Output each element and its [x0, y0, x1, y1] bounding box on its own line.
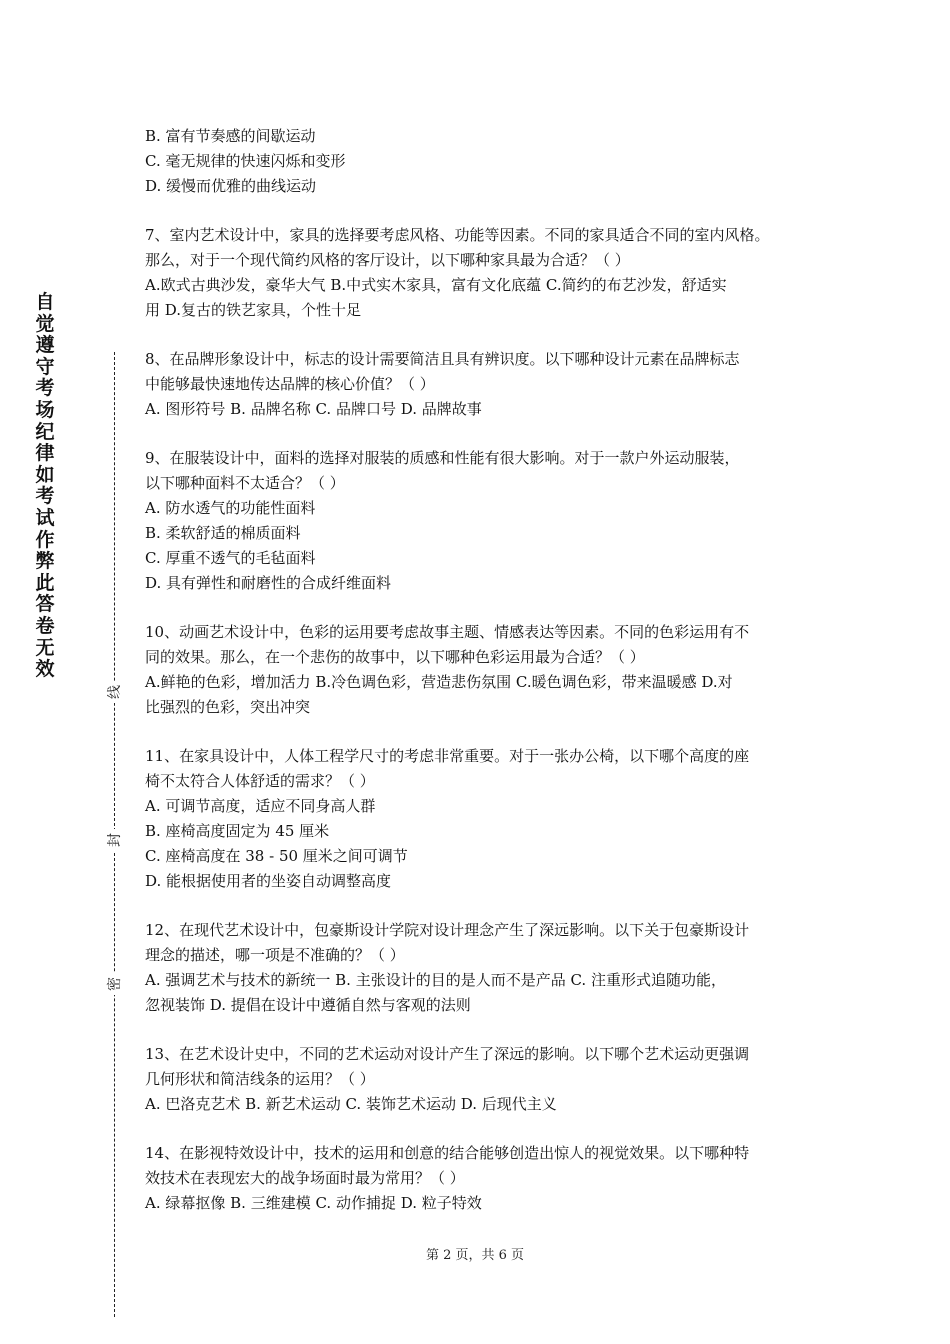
- question-block: [145, 446, 835, 596]
- question-line: 忽视装饰 D. 提倡在设计中遵循自然与客观的法则: [145, 996, 471, 1014]
- binding-mark-close: 密: [103, 973, 127, 995]
- block-gap: [145, 1117, 835, 1141]
- question-line: 中能够最快速地传达品牌的核心价值？（ ）: [145, 375, 435, 393]
- question-line: 用 D.复古的铁艺家具，个性十足: [145, 301, 362, 319]
- question-line: 9、在服装设计中，面料的选择对服装的质感和性能有很大影响。对于一款户外运动服装，: [145, 449, 740, 467]
- question-line: 几何形状和简洁线条的运用？（ ）: [145, 1070, 375, 1088]
- question-block: [145, 744, 835, 894]
- exam-questions: [145, 124, 835, 1216]
- question-line: B. 富有节奏感的间歇运动: [145, 127, 316, 145]
- question-line: 11、在家具设计中，人体工程学尺寸的考虑非常重要。对于一张办公椅，以下哪个高度的座: [145, 747, 750, 765]
- question-line: D. 缓慢而优雅的曲线运动: [145, 177, 317, 195]
- question-line: B. 座椅高度固定为 45 厘米: [145, 822, 330, 840]
- question-line: 同的效果。那么，在一个悲伤的故事中，以下哪种色彩运用最为合适？（ ）: [145, 648, 645, 666]
- question-line: 效技术在表现宏大的战争场面时最为常用？（ ）: [145, 1169, 465, 1187]
- question-block: [145, 347, 835, 422]
- binding-mark-line: 线: [103, 681, 127, 703]
- question-line: 椅不太符合人体舒适的需求？（ ）: [145, 772, 375, 790]
- block-gap: [145, 323, 835, 347]
- question-block: [145, 1042, 835, 1117]
- question-block: [145, 918, 835, 1018]
- question-line: 8、在品牌形象设计中，标志的设计需要简洁且具有辨识度。以下哪种设计元素在品牌标志: [145, 350, 740, 368]
- question-line: A. 绿幕抠像 B. 三维建模 C. 动作捕捉 D. 粒子特效: [145, 1194, 482, 1212]
- block-gap: [145, 199, 835, 223]
- block-gap: [145, 422, 835, 446]
- question-line: 比强烈的色彩，突出冲突: [145, 698, 311, 716]
- question-block: [145, 1141, 835, 1216]
- question-line: A. 可调节高度，适应不同身高人群: [145, 797, 376, 815]
- block-gap: [145, 1018, 835, 1042]
- question-line: 以下哪种面料不太适合？（ ）: [145, 474, 345, 492]
- question-line: A. 巴洛克艺术 B. 新艺术运动 C. 装饰艺术运动 D. 后现代主义: [145, 1095, 557, 1113]
- question-line: A.鲜艳的色彩，增加活力 B.冷色调色彩，营造悲伤氛围 C.暖色调色彩，带来温暖感 D.对: [145, 673, 733, 691]
- question-block: [145, 223, 835, 323]
- question-line: D. 具有弹性和耐磨性的合成纤维面料: [145, 574, 392, 592]
- question-line: 10、动画艺术设计中，色彩的运用要考虑故事主题、情感表达等因素。不同的色彩运用有不: [145, 623, 750, 641]
- question-line: 12、在现代艺术设计中，包豪斯设计学院对设计理念产生了深远影响。以下关于包豪斯设计: [145, 921, 750, 939]
- question-line: 理念的描述，哪一项是不准确的？（ ）: [145, 946, 405, 964]
- question-line: B. 柔软舒适的棉质面料: [145, 524, 301, 542]
- question-6-options: [145, 124, 835, 199]
- binding-notice: 自觉遵守考场纪律如考试作弊此答卷无效: [35, 291, 55, 681]
- page-number: 第 2 页，共 6 页: [425, 1248, 525, 1263]
- question-line: 7、室内艺术设计中，家具的选择要考虑风格、功能等因素。不同的家具适合不同的室内风格。: [145, 226, 770, 244]
- question-line: A. 强调艺术与技术的新统一 B. 主张设计的目的是人而不是产品 C. 注重形式追随功能，: [145, 971, 726, 989]
- question-line: C. 座椅高度在 38 - 50 厘米之间可调节: [145, 847, 408, 865]
- question-line: 那么，对于一个现代简约风格的客厅设计，以下哪种家具最为合适？（ ）: [145, 251, 630, 269]
- question-line: A.欧式古典沙发，豪华大气 B.中式实木家具，富有文化底蕴 C.简约的布艺沙发，舒适实: [145, 276, 727, 294]
- question-line: 13、在艺术设计史中，不同的艺术运动对设计产生了深远的影响。以下哪个艺术运动更强调: [145, 1045, 750, 1063]
- block-gap: [145, 596, 835, 620]
- block-gap: [145, 894, 835, 918]
- question-line: A. 防水透气的功能性面料: [145, 499, 316, 517]
- binding-mark-seal: 封: [103, 829, 127, 851]
- question-line: C. 毫无规律的快速闪烁和变形: [145, 152, 346, 170]
- question-line: C. 厚重不透气的毛毡面料: [145, 549, 316, 567]
- question-line: A. 图形符号 B. 品牌名称 C. 品牌口号 D. 品牌故事: [145, 400, 482, 418]
- question-line: 14、在影视特效设计中，技术的运用和创意的结合能够创造出惊人的视觉效果。以下哪种特: [145, 1144, 750, 1162]
- question-block: [145, 620, 835, 720]
- block-gap: [145, 720, 835, 744]
- question-line: D. 能根据使用者的坐姿自动调整高度: [145, 872, 392, 890]
